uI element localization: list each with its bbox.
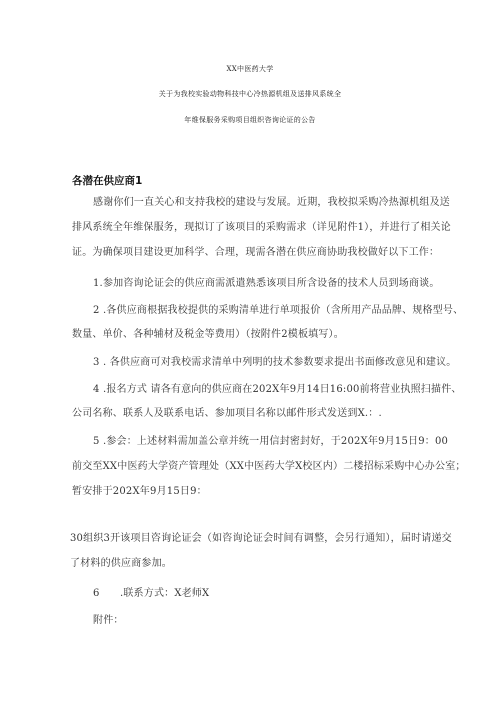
attachments-label: 附件：	[93, 615, 124, 626]
meeting-line: 30组织3开该项目咨询论证会（如咨询论证会时间有调整，会另行通知），届时请递交	[70, 533, 452, 544]
university-title: XX中医药大学	[226, 65, 274, 73]
salutation: 各潜在供应商1	[72, 175, 143, 187]
item-1-line: 1.参加咨询论证会的供应商需派遣熟悉该项目所含设备的技术人员到场商谈。	[93, 278, 440, 289]
paragraph-line: 证。为确保项目建设更加科学、合理，现需各潜在供应商协助我校做好以下工作：	[72, 247, 440, 258]
paragraph-line: 感谢你们一直关心和支持我校的建设与发展。近期，我校拟采购冷热源机组及送	[93, 197, 450, 208]
item-5-line: 5 .参会：上述材料需加盖公章并统一用信封密封好，于202X年9月15日9：00	[93, 436, 449, 447]
meeting-line: 了材料的供应商参加。	[70, 558, 172, 569]
item-3-line: 3 . 各供应商可对我校需求清单中列明的技术参数要求提出书面修改意见和建议。	[93, 357, 457, 368]
item-4-line: 4 .报名方式 请各有意向的供应商在202X年9月14日16:00前将营业执照扫描件、	[93, 384, 462, 395]
item-2-line: 数量、单价、各种辅材及税金等费用）（按附件2模板填写）。	[72, 329, 344, 340]
item-2-line: 2 .各供应商根据我校提供的采购清单进行单项报价（含所用产品品牌、规格型号、	[93, 305, 464, 316]
item-5-line: 前交至XX中医药大学资产管理处（XX中医药大学X校区内）二楼招标采购中心办公室；	[72, 461, 466, 472]
paragraph-line: 排风系统全年维保服务，现拟订了该项目的采购需求（详见附件1），并进行了相关论	[72, 222, 451, 233]
item-6-line: 6 .联系方式：X老师X	[93, 588, 210, 599]
item-4-line: 公司名称、联系人及联系电话、参加项目名称以邮件形式发送到X.：.	[72, 408, 382, 419]
notice-title-line-2: 年维保服务采购项目组织咨询论证的公告	[184, 116, 316, 124]
item-5-line: 暂安排于202X年9月15日9：	[72, 486, 207, 497]
notice-title-line-1: 关于为我校实验动物科技中心冷热源机组及送排风系统全	[158, 90, 342, 98]
